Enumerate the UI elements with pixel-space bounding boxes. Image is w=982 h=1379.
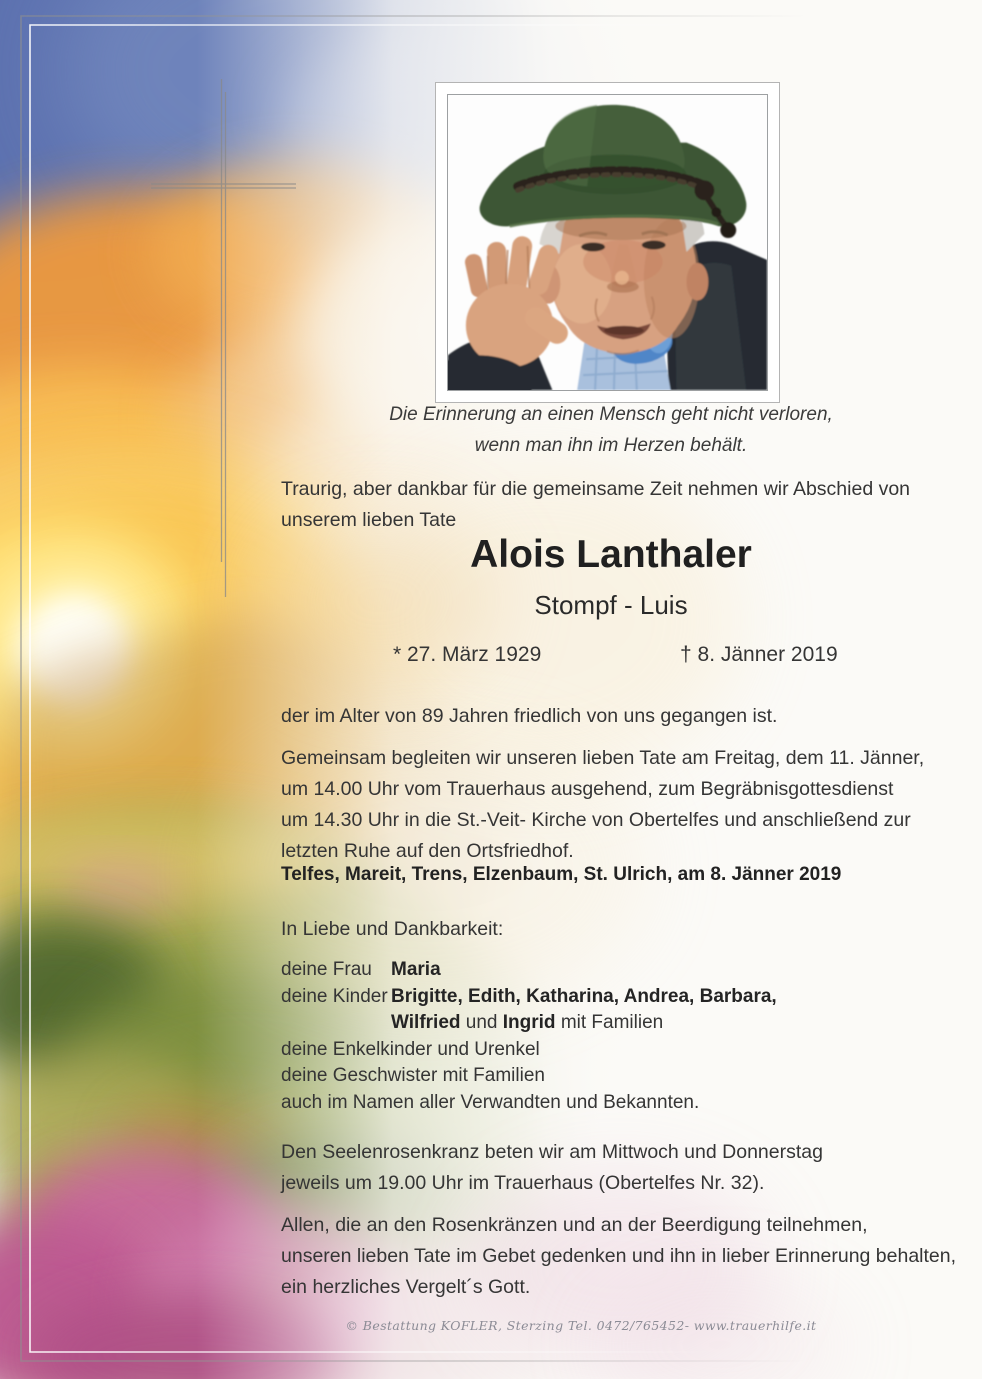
family-row [281,984,777,1011]
quote-line: wenn man ihn im Herzen behält. [474,435,748,456]
family-row: deine Geschwister mit Familien [281,1065,545,1086]
family-label: deine Frau [281,959,372,980]
places-date-line: Telfes, Mareit, Trens, Elzenbaum, St. Ulrich, am 8. Jänner 2019 [281,864,842,885]
family-row: deine Enkelkinder und Urenkel [281,1038,540,1060]
family-names: Brigitte, Edith, Katharina, Andrea, Barbara, [391,985,777,1007]
text-line: Gemeinsam begleiten wir unseren lieben Tate am Freitag, dem 11. Jänner, [281,747,925,769]
funeral-home-credit: © Bestattung KOFLER, Sterzing Tel. 0472/765452- www.trauerhilfe.it [345,1318,817,1333]
closing-line: In Liebe und Dankbarkeit: [281,918,504,940]
text-line: Traurig, aber dankbar für die gemeinsame Zeit nehmen wir Abschied von [281,478,911,500]
text-line: ein herzliches Vergelt´s Gott. [281,1276,531,1298]
death-date: † 8. Jänner 2019 [680,643,838,666]
family-text: und [460,1012,503,1033]
family-row: auch im Namen aller Verwandten und Bekannten. [281,1091,700,1113]
family-names: Maria [391,959,441,980]
family-row [281,1010,777,1037]
text-line: Allen, die an den Rosenkränzen und an der Beerdigung teilnehmen, [281,1214,868,1236]
rosary-details [281,1137,823,1199]
family-label: deine Kinder [281,985,388,1007]
age-line: der im Alter von 89 Jahren friedlich von uns gegangen ist. [281,705,778,727]
funeral-details [281,743,924,867]
family-row [281,957,777,984]
deceased-nickname: Stompf - Luis [534,590,688,620]
text-line: unseren lieben Tate im Gebet gedenken und ihn in lieber Erinnerung behalten, [281,1245,957,1267]
quote-line: Die Erinnerung an einen Mensch geht nicht verloren, [389,404,833,425]
birth-date: * 27. März 1929 [393,643,542,666]
thanks-text [281,1210,956,1303]
text-line: unserem lieben Tate [281,509,457,531]
text-line: jeweils um 19.00 Uhr im Trauerhaus (Obertelfes Nr. 32). [281,1172,765,1194]
text-line: letzten Ruhe auf den Ortsfriedhof. [281,840,574,862]
text-line: Den Seelenrosenkranz beten wir am Mittwoch und Donnerstag [281,1141,823,1163]
memorial-quote [281,399,941,461]
text-line: um 14.00 Uhr vom Trauerhaus ausgehend, zum Begräbnisgottesdienst [281,778,894,800]
text-line: um 14.30 Uhr in die St.-Veit- Kirche von Obertelfes und anschließend zur [281,809,911,831]
family-names: Wilfried [391,1012,461,1033]
deceased-name: Alois Lanthaler [470,533,752,576]
family-list [281,957,777,1116]
card-content [281,0,961,1379]
family-text: mit Familien [555,1012,664,1033]
intro-text [281,474,910,536]
family-names: Ingrid [502,1012,556,1033]
